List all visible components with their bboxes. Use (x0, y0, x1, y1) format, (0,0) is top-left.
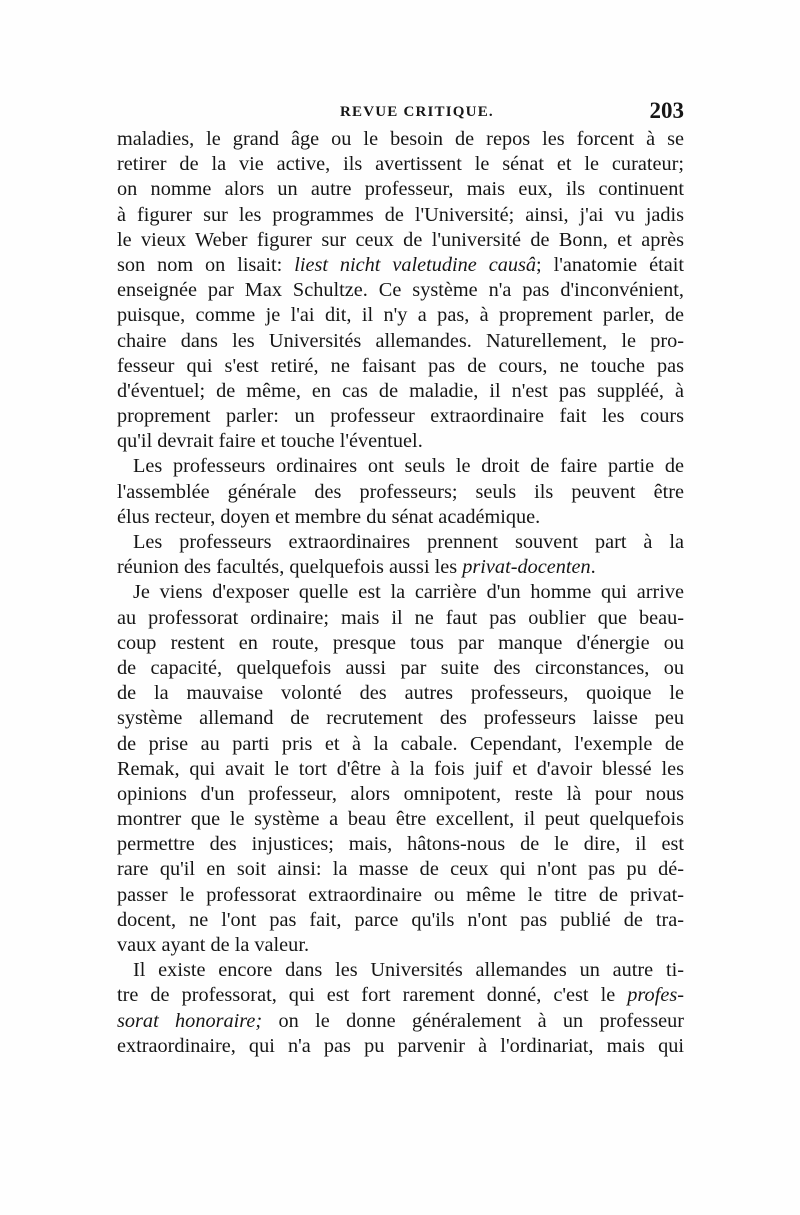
text-segment: chaire dans les Universités allemandes. Naturellement, le pro- (117, 329, 684, 352)
text-segment: . (590, 556, 596, 579)
text-segment: fesseur qui s'est retiré, ne faisant pas de cours, ne touche pas (117, 354, 684, 377)
text-line (117, 303, 684, 328)
text-line (117, 127, 684, 152)
text-line (117, 606, 684, 631)
text-segment: le vieux Weber figurer sur ceux de l'université de Bonn, et après (117, 228, 684, 251)
text-segment: son nom on lisait: (117, 253, 295, 276)
page-number: 203 (649, 98, 684, 123)
text-line (117, 908, 684, 933)
text-segment: proprement parler: un professeur extraordinaire fait les cours (117, 405, 684, 428)
text-segment: enseignée par Max Schultze. Ce système n'a pas d'inconvénient, (117, 279, 684, 302)
text-line (117, 807, 684, 832)
text-line (117, 857, 684, 882)
text-line (117, 429, 684, 454)
text-segment: système allemand de recrutement des professeurs laisse peu (117, 707, 684, 730)
text-line (117, 958, 684, 983)
text-segment: réunion des facultés, quelquefois aussi les (117, 556, 463, 579)
text-segment: Les professeurs ordinaires ont seuls le droit de faire partie de (133, 455, 684, 478)
text-segment: on le donne généralement à un professeur (262, 1009, 684, 1032)
text-line (117, 228, 684, 253)
text-segment: d'éventuel; de même, en cas de maladie, il n'est pas suppléé, à (117, 379, 684, 402)
text-segment: tre de professorat, qui est fort rarement donné, c'est le (117, 984, 628, 1007)
text-line (117, 278, 684, 303)
text-line (117, 530, 684, 555)
text-segment: permettre des injustices; mais, hâtons-nous de le dire, il est (117, 833, 684, 856)
text-segment: de prise au parti pris et à la cabale. Cependant, l'exemple de (117, 732, 684, 755)
text-line (117, 757, 684, 782)
text-segment: de la mauvaise volonté des autres professeurs, quoique le (117, 682, 684, 705)
text-segment: Les professeurs extraordinaires prennent souvent part à la (133, 531, 684, 553)
text-segment: opinions d'un professeur, alors omnipotent, reste là pour nous (117, 782, 684, 805)
text-segment: Il existe encore dans les Universités allemandes un autre ti- (133, 959, 684, 982)
text-segment: Je viens d'exposer quelle est la carrière d'un homme qui arrive (133, 581, 684, 604)
text-line (117, 732, 684, 757)
text-line (117, 580, 684, 605)
running-title: REVUE CRITIQUE. (340, 104, 494, 120)
text-line (117, 480, 684, 505)
text-line (117, 883, 684, 908)
text-segment: extraordinaire, qui n'a pas pu parvenir à l'ordinariat, mais qui (117, 1034, 684, 1057)
text-line (117, 832, 684, 857)
text-line (117, 656, 684, 681)
text-segment: qu'il devrait faire et touche l'éventuel. (117, 430, 423, 453)
text-segment: on nomme alors un autre professeur, mais eux, ils continuent (117, 178, 684, 201)
text-segment: coup restent en route, presque tous par manque d'énergie ou (117, 631, 684, 654)
text-line (117, 631, 684, 656)
text-line (117, 329, 684, 354)
italic-segment: privat-docenten (462, 556, 591, 579)
text-segment: Remak, qui avait le tort d'être à la fois juif et d'avoir blessé les (117, 757, 684, 780)
text-segment: puisque, comme je l'ai dit, il n'y a pas, à proprement parler, de (117, 304, 684, 327)
text-line (117, 379, 684, 404)
body-text (117, 127, 684, 1059)
text-segment: docent, ne l'ont pas fait, parce qu'ils n'ont pas publié de tra- (117, 908, 684, 931)
text-segment: de capacité, quelquefois aussi par suite des circonstances, ou (117, 656, 684, 679)
text-segment: passer le professorat extraordinaire ou même le titre de privat- (117, 883, 684, 906)
text-line (117, 177, 684, 202)
text-line (117, 1009, 684, 1034)
text-line (117, 152, 684, 177)
text-line (117, 706, 684, 731)
text-segment: maladies, le grand âge ou le besoin de repos les forcent à se (117, 128, 684, 150)
text-segment: ; l'anatomie était (536, 253, 684, 276)
text-segment: l'assemblée générale des professeurs; seuls ils peuvent être (117, 480, 684, 503)
text-segment: élus recteur, doyen et membre du sénat académique. (117, 505, 541, 528)
text-line (117, 505, 684, 530)
text-line (117, 983, 684, 1008)
text-line (117, 404, 684, 429)
text-line (117, 203, 684, 228)
text-line (117, 933, 684, 958)
text-line (117, 354, 684, 379)
text-line (117, 1034, 684, 1059)
text-segment: vaux ayant de la valeur. (117, 934, 310, 956)
text-line (117, 681, 684, 706)
text-line (117, 782, 684, 807)
running-header (117, 98, 684, 128)
text-line (117, 555, 684, 580)
italic-segment: sorat honoraire; (117, 1009, 263, 1032)
text-segment: à figurer sur les programmes de l'Université; ainsi, j'ai vu jadis (117, 203, 684, 226)
text-segment: montrer que le système a beau être excellent, il peut quelquefois (117, 808, 684, 831)
text-segment: rare qu'il en soit ainsi: la masse de ceux qui n'ont pas pu dé- (117, 858, 684, 881)
text-segment: retirer de la vie active, ils avertissent le sénat et le curateur; (117, 153, 684, 176)
italic-segment: profes- (627, 984, 684, 1007)
text-line (117, 253, 684, 278)
text-line (117, 454, 684, 479)
text-segment: au professorat ordinaire; mais il ne faut pas oublier que beau- (117, 606, 684, 629)
italic-segment: liest nicht valetudine causâ (294, 253, 537, 276)
